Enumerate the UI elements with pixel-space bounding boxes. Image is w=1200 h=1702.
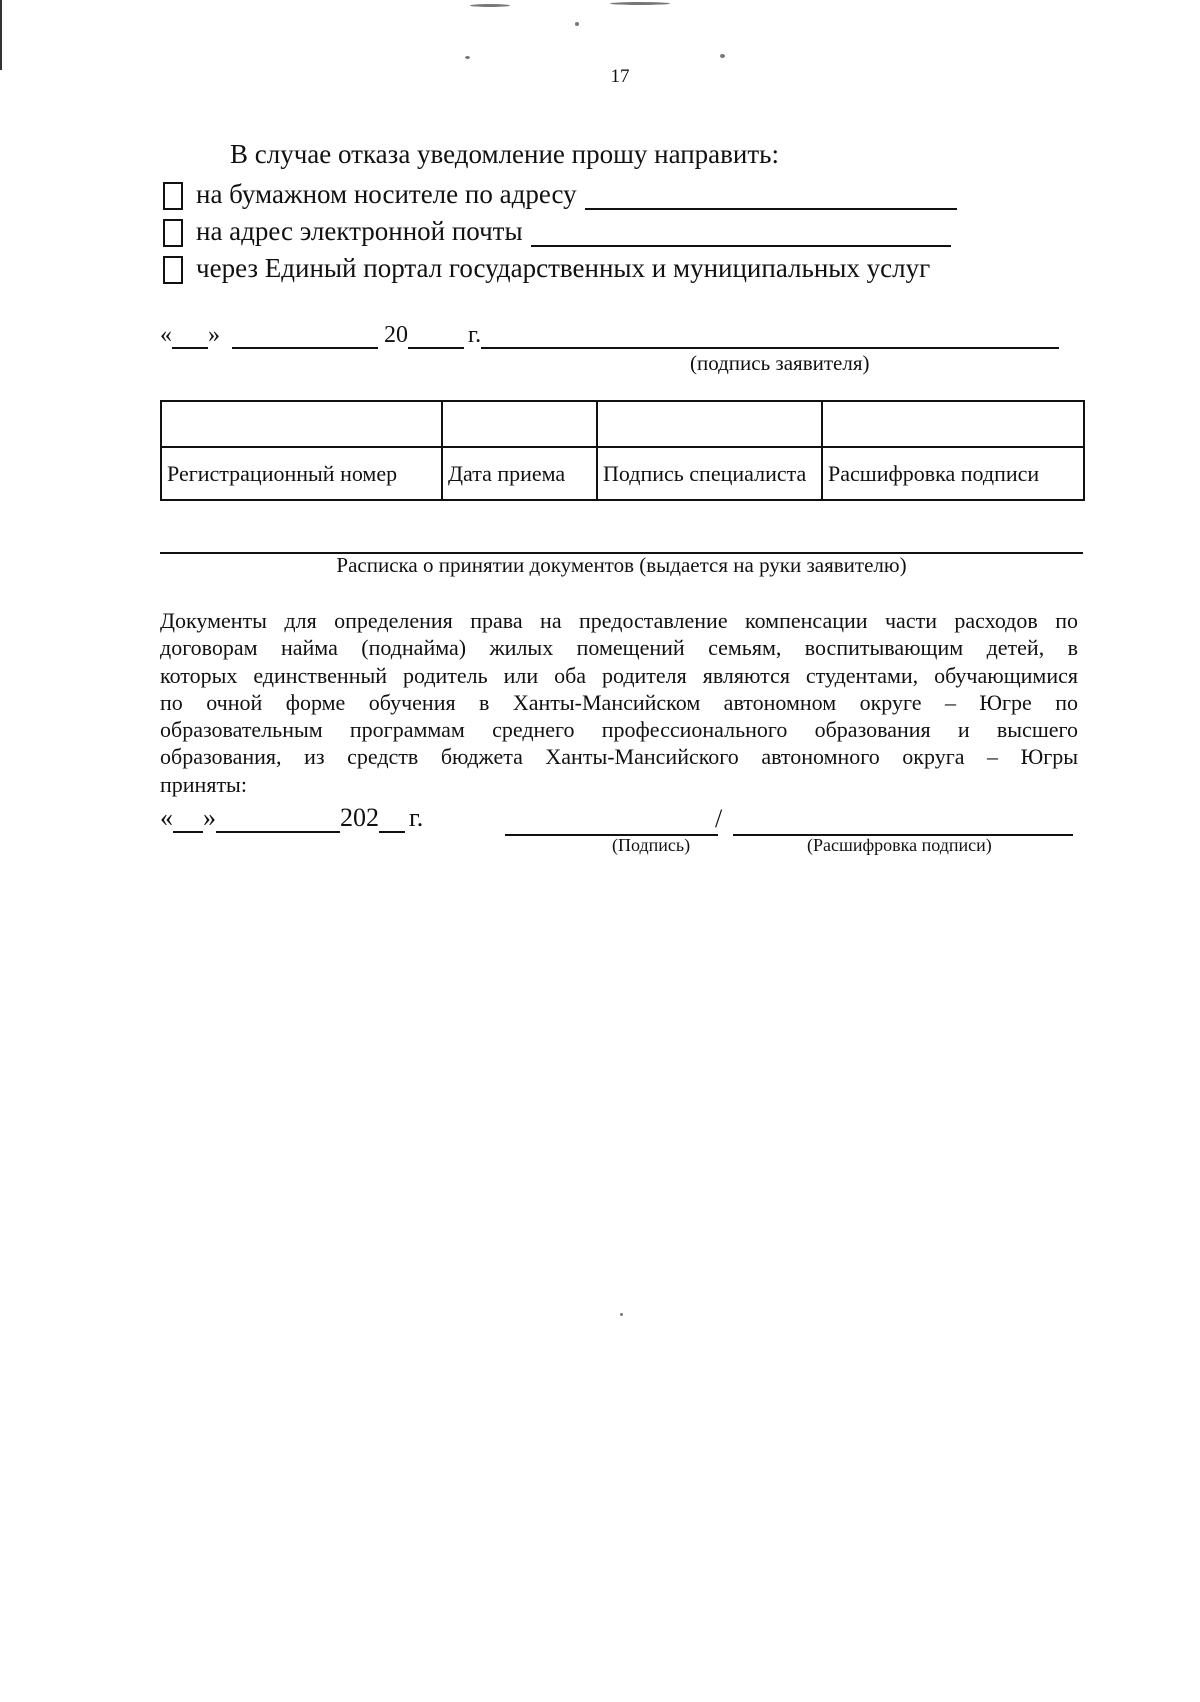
signature-line[interactable] — [505, 808, 718, 836]
option-paper-address[interactable] — [163, 176, 957, 210]
signature-decode-line[interactable] — [733, 808, 1073, 836]
body-line: образования, из средств бюджета Ханты-Мансийского автономного округа – Югры — [160, 744, 1078, 770]
table-header-cell: Дата приема — [442, 447, 597, 500]
month-blank[interactable] — [216, 807, 340, 833]
checkbox[interactable] — [163, 219, 183, 247]
registration-table — [160, 400, 1085, 501]
email-fill-line[interactable] — [531, 219, 951, 247]
signature-caption: (Подпись) — [612, 835, 691, 855]
page-number: 17 — [610, 66, 630, 87]
checkbox[interactable] — [163, 182, 183, 210]
applicant-signature-caption: (подпись заявителя) — [690, 351, 870, 375]
option-email[interactable] — [163, 213, 951, 247]
scan-speck — [465, 56, 470, 59]
scan-edge-line — [0, 0, 2, 70]
month-blank[interactable] — [232, 325, 378, 349]
year-blank[interactable] — [379, 807, 405, 833]
decode-caption: (Расшифровка подписи) — [807, 835, 992, 855]
receipt-body — [160, 607, 1078, 798]
body-line: договорам найма (поднайма) жилых помещений семьям, воспитывающим детей, в — [160, 635, 1078, 661]
scan-speck — [720, 54, 725, 58]
application-date-row — [160, 322, 1059, 349]
table-header-cell: Подпись специалиста — [597, 447, 822, 500]
option-label: на адрес электронной почты — [196, 216, 523, 246]
address-fill-line[interactable] — [585, 182, 957, 210]
table-cell[interactable] — [442, 401, 597, 447]
table-cell[interactable] — [161, 401, 442, 447]
slash-separator: / — [715, 804, 723, 833]
table-header-cell: Расшифровка подписи — [822, 447, 1084, 500]
scan-speck — [470, 4, 510, 7]
close-quote: » — [208, 322, 220, 348]
year-blank[interactable] — [408, 325, 464, 349]
option-gosuslugi-portal[interactable] — [163, 250, 930, 284]
notification-heading: В случае отказа уведомление прошу направить: — [230, 139, 779, 169]
specialist-signature-area — [505, 804, 1073, 838]
day-blank[interactable] — [173, 807, 203, 833]
acceptance-date-row — [160, 803, 423, 833]
table-row — [161, 447, 1084, 500]
table-cell[interactable] — [822, 401, 1084, 447]
body-line: Документы для определения права на предоставление компенсации части расходов по — [160, 608, 1078, 633]
table-cell[interactable] — [597, 401, 822, 447]
year-suffix: г. — [468, 322, 482, 348]
table-header-cell: Регистрационный номер — [161, 447, 442, 500]
applicant-signature-line[interactable] — [481, 325, 1059, 349]
close-quote: » — [203, 803, 216, 832]
option-label: через Единый портал государственных и муниципальных услуг — [196, 253, 931, 283]
open-quote: « — [160, 803, 173, 832]
option-label: на бумажном носителе по адресу — [196, 179, 577, 209]
year-suffix: г. — [409, 803, 424, 832]
table-row — [161, 401, 1084, 447]
year-prefix: 20 — [384, 322, 408, 348]
body-line: образовательным программам среднего профессионального образования и высшего — [160, 717, 1078, 743]
scan-speck — [575, 22, 579, 26]
body-line: приняты: — [160, 771, 247, 797]
body-line: которых единственный родитель или оба родителя являются студентами, обучающимися — [160, 662, 1078, 688]
body-line: по очной форме обучения в Ханты-Мансийском автономном округе – Югре по — [160, 689, 1078, 715]
checkbox[interactable] — [163, 256, 183, 284]
scan-speck — [620, 1313, 623, 1316]
scan-speck — [610, 2, 670, 5]
open-quote: « — [160, 322, 172, 348]
receipt-title: Расписка о принятии документов (выдается на руки заявителю) — [336, 553, 907, 577]
day-blank[interactable] — [172, 325, 208, 349]
year-prefix: 202 — [340, 803, 379, 832]
